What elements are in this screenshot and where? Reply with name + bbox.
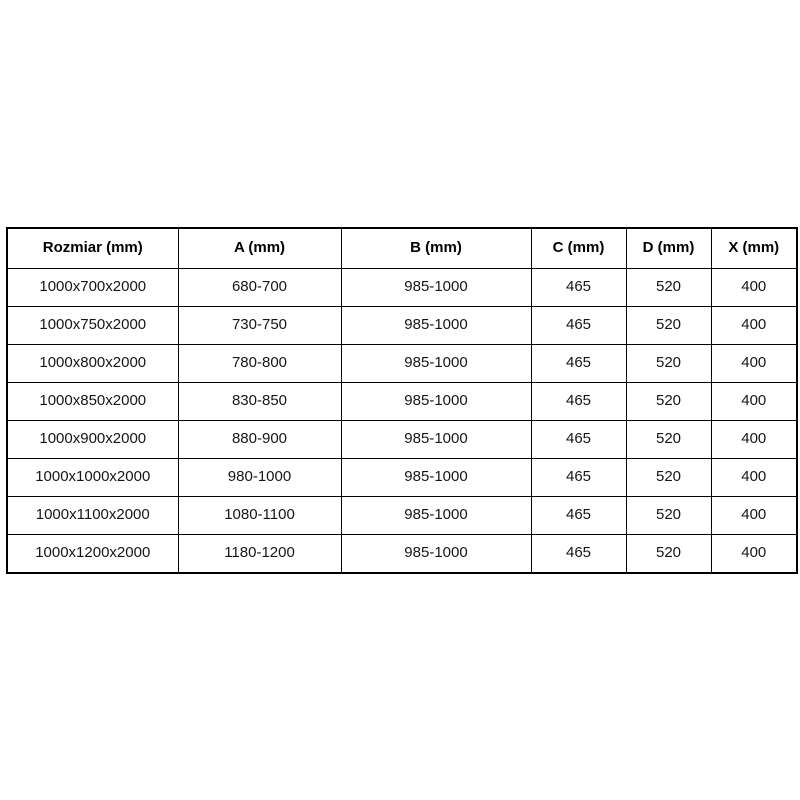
table-cell: 985-1000 — [341, 497, 531, 535]
header-row — [7, 228, 797, 269]
table-cell: 1000x750x2000 — [7, 307, 178, 345]
table-cell: 520 — [626, 345, 711, 383]
table-cell: 520 — [626, 383, 711, 421]
table-cell: 1000x1200x2000 — [7, 535, 178, 574]
table-cell: 465 — [531, 459, 626, 497]
table-cell: 880-900 — [178, 421, 341, 459]
table-cell: 520 — [626, 421, 711, 459]
table-cell: 400 — [711, 383, 797, 421]
table-row — [7, 307, 797, 345]
table-row — [7, 383, 797, 421]
table-cell: 400 — [711, 421, 797, 459]
table-cell: 985-1000 — [341, 345, 531, 383]
table-cell: 985-1000 — [341, 421, 531, 459]
table-cell: 1180-1200 — [178, 535, 341, 574]
table-cell: 830-850 — [178, 383, 341, 421]
table-body — [7, 269, 797, 574]
table-cell: 400 — [711, 307, 797, 345]
table-cell: 985-1000 — [341, 269, 531, 307]
table-cell: 985-1000 — [341, 383, 531, 421]
table-cell: 985-1000 — [341, 459, 531, 497]
table-cell: 400 — [711, 535, 797, 574]
table-cell: 1000x800x2000 — [7, 345, 178, 383]
table-row — [7, 345, 797, 383]
column-header: B (mm) — [341, 228, 531, 269]
column-header: C (mm) — [531, 228, 626, 269]
table-cell: 400 — [711, 497, 797, 535]
table-cell: 465 — [531, 383, 626, 421]
table-cell: 680-700 — [178, 269, 341, 307]
column-header: X (mm) — [711, 228, 797, 269]
table-cell: 465 — [531, 345, 626, 383]
table-cell: 980-1000 — [178, 459, 341, 497]
size-table — [6, 227, 798, 574]
table-row — [7, 459, 797, 497]
table-cell: 465 — [531, 421, 626, 459]
table-cell: 520 — [626, 269, 711, 307]
table-row — [7, 421, 797, 459]
column-header: Rozmiar (mm) — [7, 228, 178, 269]
column-header: A (mm) — [178, 228, 341, 269]
table-cell: 520 — [626, 459, 711, 497]
table-cell: 465 — [531, 269, 626, 307]
table-cell: 400 — [711, 345, 797, 383]
table-cell: 1000x900x2000 — [7, 421, 178, 459]
table-row — [7, 497, 797, 535]
table-row — [7, 535, 797, 574]
table-cell: 520 — [626, 307, 711, 345]
table-cell: 520 — [626, 535, 711, 574]
table-cell: 1080-1100 — [178, 497, 341, 535]
table-cell: 985-1000 — [341, 535, 531, 574]
table-cell: 730-750 — [178, 307, 341, 345]
table-cell: 400 — [711, 269, 797, 307]
table-cell: 400 — [711, 459, 797, 497]
table-cell: 465 — [531, 535, 626, 574]
column-header: D (mm) — [626, 228, 711, 269]
size-table-container — [6, 227, 796, 574]
table-row — [7, 269, 797, 307]
table-cell: 1000x850x2000 — [7, 383, 178, 421]
table-cell: 985-1000 — [341, 307, 531, 345]
table-cell: 1000x1000x2000 — [7, 459, 178, 497]
table-cell: 465 — [531, 497, 626, 535]
table-cell: 465 — [531, 307, 626, 345]
table-cell: 1000x1100x2000 — [7, 497, 178, 535]
table-cell: 1000x700x2000 — [7, 269, 178, 307]
table-cell: 780-800 — [178, 345, 341, 383]
table-cell: 520 — [626, 497, 711, 535]
